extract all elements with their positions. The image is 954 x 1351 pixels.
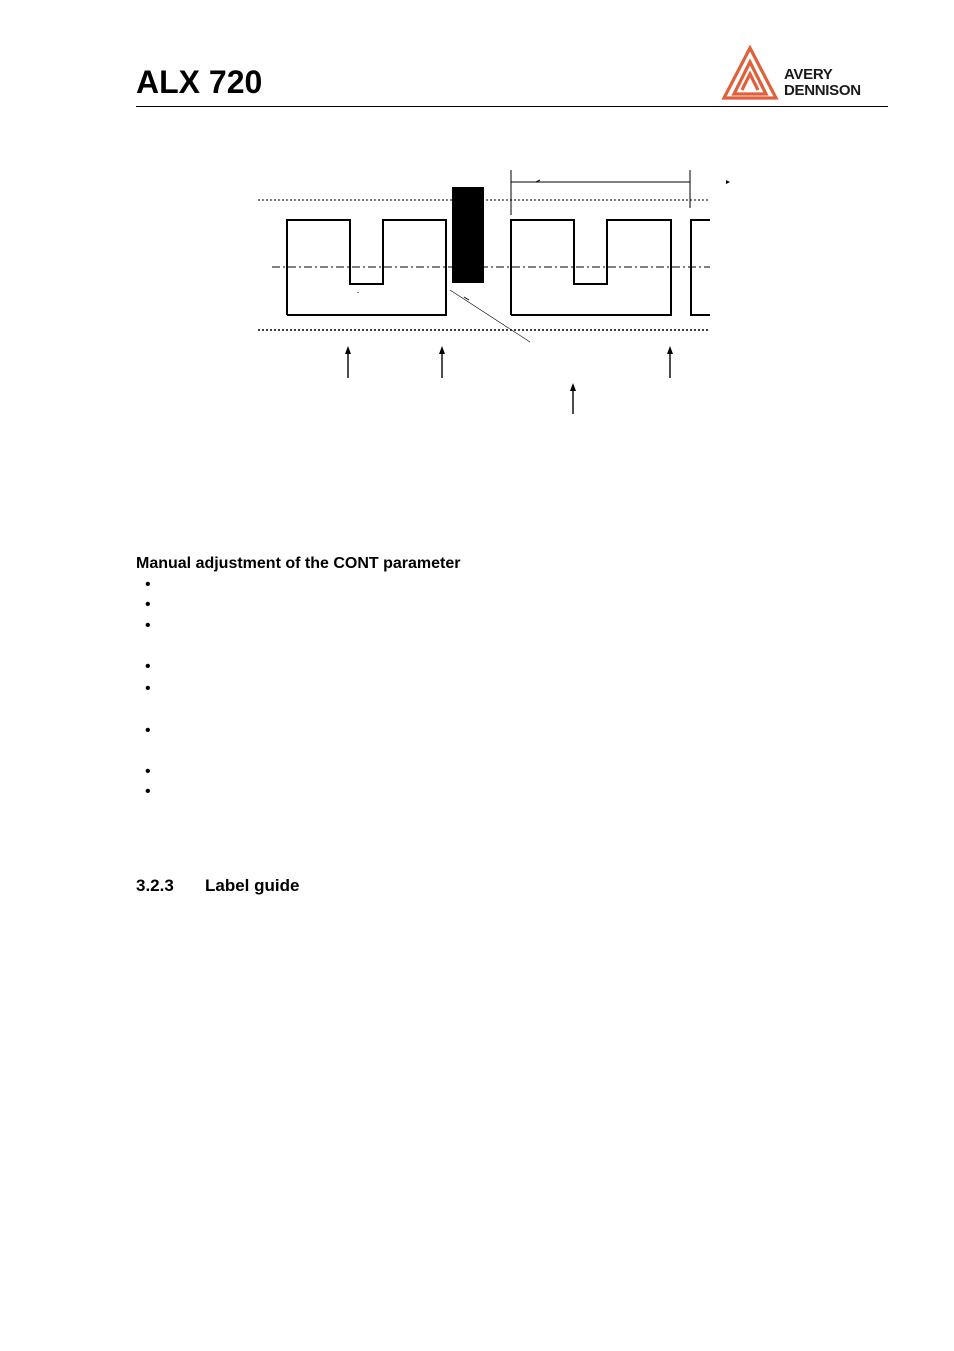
subsection-title: Label guide xyxy=(205,876,300,895)
bullet-point: • xyxy=(145,576,151,593)
header-divider xyxy=(136,106,888,107)
bullet-point: • xyxy=(145,783,151,800)
subsection-heading xyxy=(136,876,299,896)
sensor-block xyxy=(452,187,484,283)
arrow-3 xyxy=(667,346,673,378)
label-sensor-diagram xyxy=(250,160,750,420)
bullet-point: • xyxy=(145,763,151,780)
logo-text-dennison: DENNISON xyxy=(784,82,861,99)
arrow-4 xyxy=(570,383,576,414)
subsection-number: 3.2.3 xyxy=(136,876,174,895)
bullet-point: • xyxy=(145,617,151,634)
arrow-2 xyxy=(439,346,445,378)
bullet-point: • xyxy=(145,722,151,739)
bullet-point: • xyxy=(145,596,151,613)
section-heading: Manual adjustment of the CONT parameter xyxy=(136,555,461,572)
logo-text-avery: AVERY xyxy=(784,66,833,83)
bullet-point: • xyxy=(145,658,151,675)
bullet-point: • xyxy=(145,680,151,697)
dimension-arrow-right xyxy=(726,180,730,184)
arrow-1 xyxy=(345,346,351,378)
document-title: ALX 720 xyxy=(136,64,263,100)
